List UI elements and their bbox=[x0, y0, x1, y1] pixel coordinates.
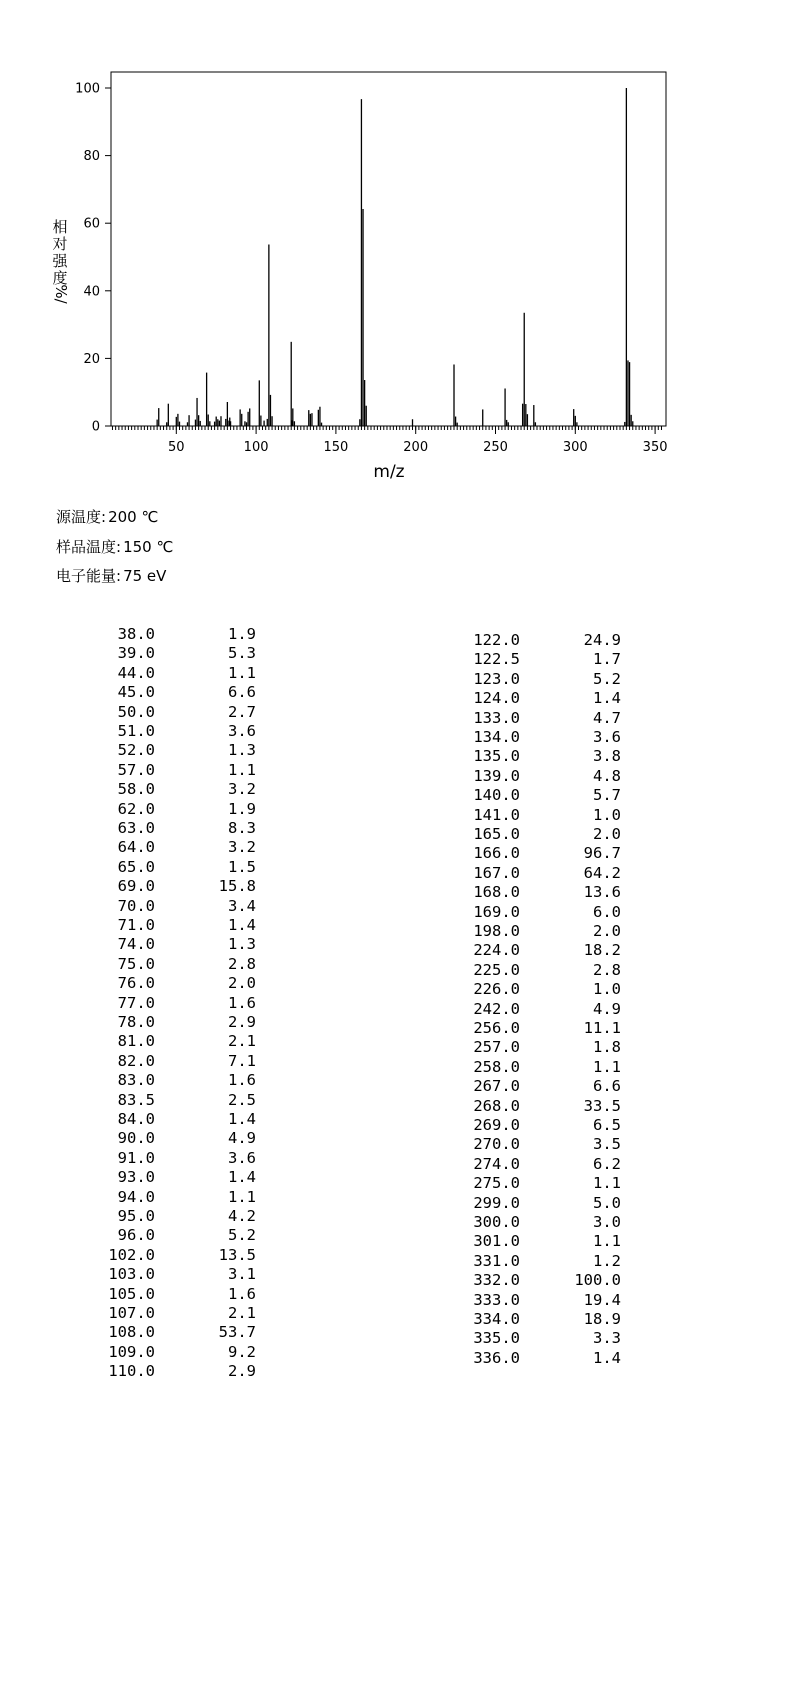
peak-mz: 94.0 bbox=[117, 1187, 155, 1206]
peak-mz: 135.0 bbox=[473, 747, 520, 766]
source-temperature-label: 源温度: bbox=[56, 508, 107, 526]
peak-mz: 110.0 bbox=[108, 1362, 155, 1381]
y-axis-label bbox=[52, 218, 70, 305]
peak-mz: 58.0 bbox=[117, 780, 155, 799]
x-tick-label: 150 bbox=[323, 440, 349, 455]
peak-abundance: 5.0 bbox=[593, 1193, 621, 1212]
peak-mz: 226.0 bbox=[473, 980, 520, 999]
peak-abundance: 1.4 bbox=[228, 1110, 256, 1128]
x-tick-label: 100 bbox=[243, 440, 269, 455]
peak-abundance: 1.9 bbox=[228, 799, 256, 818]
peak-mz: 300.0 bbox=[473, 1213, 520, 1231]
peak-abundance: 1.6 bbox=[228, 1071, 256, 1090]
peak-mz: 71.0 bbox=[117, 916, 155, 934]
peak-mz: 167.0 bbox=[473, 863, 520, 882]
plot-frame bbox=[111, 72, 666, 426]
peak-mz: 331.0 bbox=[473, 1251, 520, 1270]
peak-abundance: 3.6 bbox=[228, 1148, 256, 1167]
peak-abundance: 1.1 bbox=[593, 1057, 621, 1076]
peak-mz: 102.0 bbox=[108, 1245, 155, 1264]
peak-mz: 225.0 bbox=[473, 960, 520, 979]
peak-mz: 69.0 bbox=[117, 877, 155, 896]
peak-mz: 334.0 bbox=[473, 1310, 520, 1328]
x-axis-label: m/z bbox=[373, 462, 405, 482]
peak-mz: 38.0 bbox=[117, 625, 155, 643]
sample-temperature-label: 样品温度: bbox=[56, 538, 122, 556]
sample-temperature-value: 150 ℃ bbox=[123, 538, 174, 556]
peak-abundance: 13.6 bbox=[583, 883, 621, 902]
x-minor-ticks bbox=[112, 426, 661, 430]
peak-mz: 109.0 bbox=[108, 1342, 155, 1361]
x-tick-label: 50 bbox=[168, 440, 185, 455]
peak-abundance: 100.0 bbox=[574, 1271, 621, 1290]
electron-energy bbox=[56, 567, 166, 585]
peak-mz: 77.0 bbox=[117, 993, 155, 1012]
peak-abundance: 1.1 bbox=[593, 1174, 621, 1193]
x-tick-label: 200 bbox=[403, 440, 429, 455]
peak-abundance: 4.9 bbox=[228, 1129, 256, 1148]
peak-mz: 96.0 bbox=[117, 1226, 155, 1245]
x-tick-label: 350 bbox=[642, 440, 668, 455]
peak-mz: 166.0 bbox=[473, 844, 520, 863]
x-tick-label: 250 bbox=[483, 440, 508, 455]
peak-abundance: 1.4 bbox=[228, 916, 256, 934]
y-tick-label: 0 bbox=[91, 419, 100, 435]
peak-mz: 105.0 bbox=[108, 1284, 155, 1303]
peak-mz: 224.0 bbox=[473, 941, 520, 960]
peak-abundance: 4.7 bbox=[593, 708, 621, 727]
peak-abundance: 18.9 bbox=[583, 1310, 621, 1328]
peak-mz: 268.0 bbox=[473, 1096, 520, 1115]
peak-mz: 122.0 bbox=[473, 631, 520, 649]
x-tick-label: 300 bbox=[562, 440, 588, 455]
peak-abundance: 15.8 bbox=[218, 877, 256, 896]
peak-abundance: 6.0 bbox=[593, 902, 621, 921]
source-temperature bbox=[56, 508, 158, 526]
peak-abundance: 6.5 bbox=[593, 1116, 621, 1134]
peak-mz: 274.0 bbox=[473, 1154, 520, 1173]
peak-mz: 168.0 bbox=[473, 883, 520, 902]
source-temperature-value: 200 ℃ bbox=[108, 508, 159, 526]
peak-mz: 332.0 bbox=[473, 1271, 520, 1290]
peak-abundance: 2.9 bbox=[228, 1013, 256, 1031]
y-axis-ticks bbox=[75, 82, 111, 435]
electron-energy-value: 75 eV bbox=[123, 567, 167, 585]
peak-mz: 78.0 bbox=[117, 1013, 155, 1031]
peak-abundance: 1.4 bbox=[593, 689, 621, 708]
peak-mz: 270.0 bbox=[473, 1135, 520, 1154]
peak-abundance: 1.0 bbox=[593, 805, 621, 824]
peak-abundance: 2.0 bbox=[593, 825, 621, 843]
peak-mz: 198.0 bbox=[473, 922, 520, 940]
spectrum-bars bbox=[157, 88, 633, 426]
x-axis-ticks bbox=[168, 426, 667, 455]
peak-abundance: 1.6 bbox=[228, 993, 256, 1012]
peak-mz: 82.0 bbox=[117, 1051, 155, 1070]
peak-abundance: 1.6 bbox=[228, 1284, 256, 1303]
peak-mz: 103.0 bbox=[108, 1265, 155, 1284]
y-label-char: 对 bbox=[52, 235, 68, 253]
y-tick-label: 40 bbox=[83, 284, 100, 300]
peak-mz: 50.0 bbox=[117, 702, 155, 721]
electron-energy-label: 电子能量: bbox=[56, 567, 122, 585]
peak-mz: 269.0 bbox=[473, 1116, 520, 1134]
y-label-char: 相 bbox=[52, 218, 68, 236]
peak-abundance: 24.9 bbox=[583, 631, 621, 649]
peak-abundance: 4.2 bbox=[228, 1207, 256, 1225]
peak-mz: 39.0 bbox=[117, 644, 155, 663]
peak-abundance: 2.7 bbox=[228, 702, 256, 721]
peak-abundance: 5.3 bbox=[228, 644, 256, 663]
peak-mz: 256.0 bbox=[473, 1019, 520, 1037]
peak-abundance: 11.1 bbox=[583, 1019, 621, 1037]
peak-abundance: 3.6 bbox=[593, 728, 621, 746]
peak-abundance: 3.5 bbox=[593, 1135, 621, 1154]
peak-mz: 44.0 bbox=[117, 663, 155, 682]
peak-abundance: 5.7 bbox=[593, 786, 621, 805]
peak-abundance: 1.2 bbox=[593, 1251, 621, 1270]
peak-mz: 107.0 bbox=[108, 1304, 155, 1322]
peak-mz: 133.0 bbox=[473, 708, 520, 727]
peak-mz: 122.5 bbox=[473, 650, 520, 669]
peak-abundance: 6.6 bbox=[593, 1077, 621, 1096]
peak-abundance: 6.2 bbox=[593, 1154, 621, 1173]
peak-mz: 139.0 bbox=[473, 766, 520, 785]
peak-mz: 76.0 bbox=[117, 974, 155, 993]
peak-abundance: 4.8 bbox=[593, 766, 621, 785]
peak-mz: 124.0 bbox=[473, 689, 520, 708]
peak-abundance: 1.7 bbox=[593, 650, 621, 669]
peak-mz: 90.0 bbox=[117, 1129, 155, 1148]
peak-mz: 81.0 bbox=[117, 1032, 155, 1051]
peak-mz: 52.0 bbox=[117, 741, 155, 760]
peak-abundance: 1.1 bbox=[228, 1187, 256, 1206]
peak-mz: 83.0 bbox=[117, 1071, 155, 1090]
peak-mz: 165.0 bbox=[473, 825, 520, 843]
peak-mz: 257.0 bbox=[473, 1038, 520, 1057]
peak-abundance: 3.4 bbox=[228, 896, 256, 915]
peak-mz: 84.0 bbox=[117, 1110, 155, 1128]
peak-abundance: 4.9 bbox=[593, 999, 621, 1018]
peak-abundance: 1.1 bbox=[228, 663, 256, 682]
peak-abundance: 1.4 bbox=[593, 1348, 621, 1367]
peak-abundance: 3.2 bbox=[228, 838, 256, 857]
y-tick-label: 60 bbox=[83, 216, 100, 232]
peak-abundance: 1.1 bbox=[593, 1232, 621, 1251]
peak-mz: 242.0 bbox=[473, 999, 520, 1018]
peak-abundance: 2.0 bbox=[228, 974, 256, 993]
peak-mz: 75.0 bbox=[117, 954, 155, 973]
peak-abundance: 5.2 bbox=[593, 669, 621, 688]
peak-mz: 108.0 bbox=[108, 1323, 155, 1342]
peak-mz: 335.0 bbox=[473, 1329, 520, 1348]
peak-abundance: 3.3 bbox=[593, 1329, 621, 1348]
peak-abundance: 2.1 bbox=[228, 1304, 256, 1322]
peak-mz: 299.0 bbox=[473, 1193, 520, 1212]
peak-mz: 95.0 bbox=[117, 1207, 155, 1225]
peak-abundance: 3.2 bbox=[228, 780, 256, 799]
y-tick-label: 20 bbox=[83, 351, 100, 367]
peak-abundance: 1.8 bbox=[593, 1038, 621, 1057]
peak-mz: 123.0 bbox=[473, 669, 520, 688]
peak-mz: 63.0 bbox=[117, 819, 155, 837]
peak-mz: 275.0 bbox=[473, 1174, 520, 1193]
peak-abundance: 2.5 bbox=[228, 1090, 256, 1109]
peak-mz: 57.0 bbox=[117, 760, 155, 779]
peak-mz: 336.0 bbox=[473, 1348, 520, 1367]
peak-abundance: 1.0 bbox=[593, 980, 621, 999]
mass-spectrum-chart bbox=[0, 0, 794, 500]
peak-abundance: 19.4 bbox=[583, 1290, 621, 1309]
peak-abundance: 1.3 bbox=[228, 935, 256, 954]
peak-abundance: 2.0 bbox=[593, 922, 621, 940]
y-label-char: 强 bbox=[52, 252, 68, 270]
peak-abundance: 2.8 bbox=[228, 954, 256, 973]
peak-abundance: 96.7 bbox=[583, 844, 621, 863]
peak-mz: 74.0 bbox=[117, 935, 155, 954]
y-label-char: %/ bbox=[52, 284, 70, 304]
peak-mz: 91.0 bbox=[117, 1148, 155, 1167]
peak-abundance: 8.3 bbox=[228, 819, 256, 837]
y-tick-label: 80 bbox=[83, 149, 100, 165]
peak-abundance: 1.4 bbox=[228, 1168, 256, 1187]
peak-abundance: 3.0 bbox=[593, 1213, 621, 1231]
peak-mz: 301.0 bbox=[473, 1232, 520, 1251]
peak-mz: 169.0 bbox=[473, 902, 520, 921]
peak-mz: 134.0 bbox=[473, 728, 520, 746]
peak-mz: 258.0 bbox=[473, 1057, 520, 1076]
peak-mz: 93.0 bbox=[117, 1168, 155, 1187]
peak-abundance: 53.7 bbox=[218, 1323, 256, 1342]
peak-abundance: 64.2 bbox=[583, 863, 621, 882]
peak-abundance: 1.3 bbox=[228, 741, 256, 760]
peak-mz: 70.0 bbox=[117, 896, 155, 915]
peak-abundance: 6.6 bbox=[228, 683, 256, 702]
peak-abundance: 33.5 bbox=[583, 1096, 621, 1115]
peak-abundance: 18.2 bbox=[583, 941, 621, 960]
peak-abundance: 2.9 bbox=[228, 1362, 256, 1381]
peak-mz: 141.0 bbox=[473, 805, 520, 824]
peak-mz: 64.0 bbox=[117, 838, 155, 857]
peak-mz: 51.0 bbox=[117, 722, 155, 740]
peak-abundance: 5.2 bbox=[228, 1226, 256, 1245]
peak-mz: 83.5 bbox=[117, 1090, 155, 1109]
peak-mz: 267.0 bbox=[473, 1077, 520, 1096]
peak-mz: 62.0 bbox=[117, 799, 155, 818]
peak-abundance: 1.9 bbox=[228, 625, 256, 643]
peak-abundance: 7.1 bbox=[228, 1051, 256, 1070]
peak-mz: 333.0 bbox=[473, 1290, 520, 1309]
peak-abundance: 2.8 bbox=[593, 960, 621, 979]
peak-mz: 45.0 bbox=[117, 683, 155, 702]
peak-abundance: 1.5 bbox=[228, 857, 256, 876]
peak-abundance: 9.2 bbox=[228, 1342, 256, 1361]
peak-abundance: 1.1 bbox=[228, 760, 256, 779]
peak-abundance: 3.8 bbox=[593, 747, 621, 766]
peak-abundance: 3.6 bbox=[228, 722, 256, 740]
peak-abundance: 13.5 bbox=[218, 1245, 256, 1264]
peak-abundance: 2.1 bbox=[228, 1032, 256, 1051]
y-label-char: 度 bbox=[52, 269, 68, 287]
peak-mz: 140.0 bbox=[473, 786, 520, 805]
peak-abundance: 3.1 bbox=[228, 1265, 256, 1284]
sample-temperature bbox=[56, 538, 173, 556]
peak-mz: 65.0 bbox=[117, 857, 155, 876]
y-tick-label: 100 bbox=[75, 81, 100, 97]
